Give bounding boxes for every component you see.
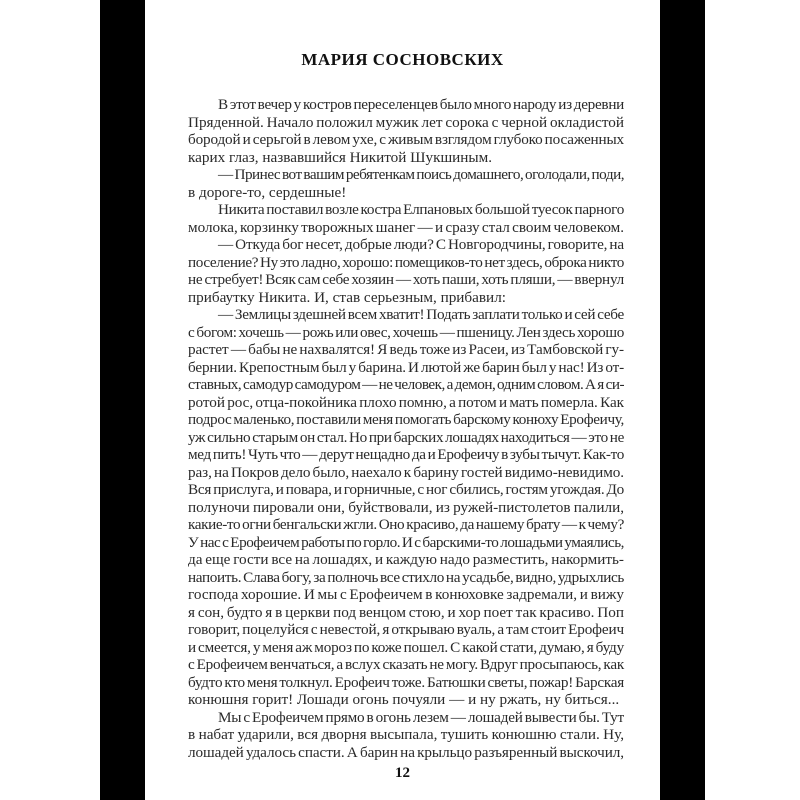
text-line: и смеется, у меня аж мороз по коже пошел. С какой стати, думаю, я буду: [188, 638, 624, 656]
text-line: с Ерофеичем венчаться, а вслух сказать не могу. Вдруг просыпаюсь, как: [188, 656, 624, 673]
paragraph: [188, 306, 625, 709]
running-header-author: МАРИЯ СОСНОВСКИХ: [301, 50, 504, 69]
paragraph: [188, 96, 625, 166]
scan-border-left: [100, 0, 145, 800]
text-line: господа хорошие. И мы с Ерофеичем в конюховке задремали, и вижу: [188, 586, 624, 603]
text-line: с богом: хочешь — рожь или овес, хочешь — пшеницу. Лен здесь хорошо: [188, 323, 625, 341]
text-line: мед пить! Чуть что — дерут нещадно да и Ерофеичу в зубы тычут. Как-то: [188, 446, 624, 463]
text-line: какие-то огни бенгальски жгли. Оно красиво, да нашему брату — к чему?: [188, 516, 624, 533]
text-line: — Откуда бог несет, добрые люди? С Новгородчины, говорите, на: [218, 236, 624, 253]
text-line: уж сильно старым он стал. Но при барских лошадях находиться — это не: [188, 428, 624, 446]
paragraph: [188, 166, 625, 201]
text-line: Пряденной. Начало положил мужик лет сорока с черной окладистой: [188, 113, 624, 131]
paragraph: [188, 201, 625, 236]
text-line: карих глаз, назвавшийся Никитой Шукшиным.: [188, 148, 493, 166]
text-line: прибаутку Никита. И, став серьезным, прибавил:: [188, 288, 506, 306]
text-line: напоить. Слава богу, за полночь все стихло на усадьбе, видно, удрыхлись: [188, 568, 625, 586]
text-line: раз, на Покров дело было, наехало к барину гостей видимо-невидимо.: [188, 463, 624, 481]
text-line: я сон, будто я в церкви под венцом стою, и хор поет так красиво. Поп: [188, 603, 624, 621]
text-line: У нас с Ерофеичем работы по горло. И с барскими-то лошадьми умаялись,: [188, 533, 624, 551]
text-line: будто кто меня толкнул. Ерофеич тоже. Батюшки светы, пожар! Барская: [188, 673, 624, 691]
text-line: полуночи пировали они, буйствовали, из ружей-пистолетов палили,: [188, 498, 624, 516]
text-line: — Принес вот вашим ребятенкам поись домашнего, оголодали, поди,: [218, 166, 624, 183]
text-line: подрос маленько, поставили меня помогать барскому конюху Ерофеичу,: [188, 411, 624, 428]
text-line: конюшня горит! Лошади огонь почуяли — и ну ржать, ну биться...: [188, 691, 620, 708]
body-text: [188, 96, 625, 761]
text-line: Вся прислуга, и повара, и горничные, с ног сбились, гостям угождая. До: [188, 481, 624, 498]
scan-border-right: [660, 0, 705, 800]
text-line: не стребует! Всяк сам себе хозяин — хоть паши, хоть пляши, — ввернул: [188, 271, 624, 288]
page-number: 12: [395, 765, 410, 781]
text-line: да еще гости все на лошадях, и каждую надо разместить, накормить-: [188, 551, 624, 568]
text-line: ставных, самодур самодуром — не человек, а демон, одним словом. А я си-: [188, 376, 625, 393]
paragraph: [188, 236, 625, 306]
text-line: молока, корзинку творожных шанег — и сразу стал своим человеком.: [188, 218, 624, 236]
text-line: В этот вечер у костров переселенцев было много народу из деревни: [218, 96, 624, 113]
paragraph: [188, 709, 625, 762]
text-line: говорит, поцелуйся с невестой, я открываю вуаль, а там стоит Ерофеич: [188, 621, 624, 638]
text-line: поселение? Ну это ладно, хорошо: помещиков-то нет здесь, оброка никто: [188, 253, 624, 271]
text-line: в набат ударили, вся дворня высыпала, тушить конюшню стали. Ну,: [188, 726, 624, 743]
text-line: лошадей удалось спасти. А барин на крыльцо разъяренный выскочил,: [188, 743, 624, 761]
text-line: бернии. Крепостным был у барина. И лютой же барин был у нас! Из от-: [188, 358, 624, 376]
text-line: Никита поставил возле костра Елпановых большой туесок парного: [218, 201, 624, 218]
text-line: Мы с Ерофеичем прямо в огонь лезем — лошадей вывести бы. Тут: [218, 708, 624, 726]
text-line: — Землицы здешней всем хватит! Подать заплати только и сей себе: [218, 306, 624, 323]
text-line: растет — бабы не нахвалятся! Я ведь тоже из Расеи, из Тамбовской гу-: [188, 341, 624, 358]
text-line: в дороге-то, сердешные!: [188, 183, 347, 201]
text-line: бородой и серьгой в левом ухе, с живым взглядом глубоко посаженных: [188, 131, 624, 148]
text-line: ротой рос, отца-покойника плохо помню, а потом и мать померла. Как: [188, 393, 624, 411]
